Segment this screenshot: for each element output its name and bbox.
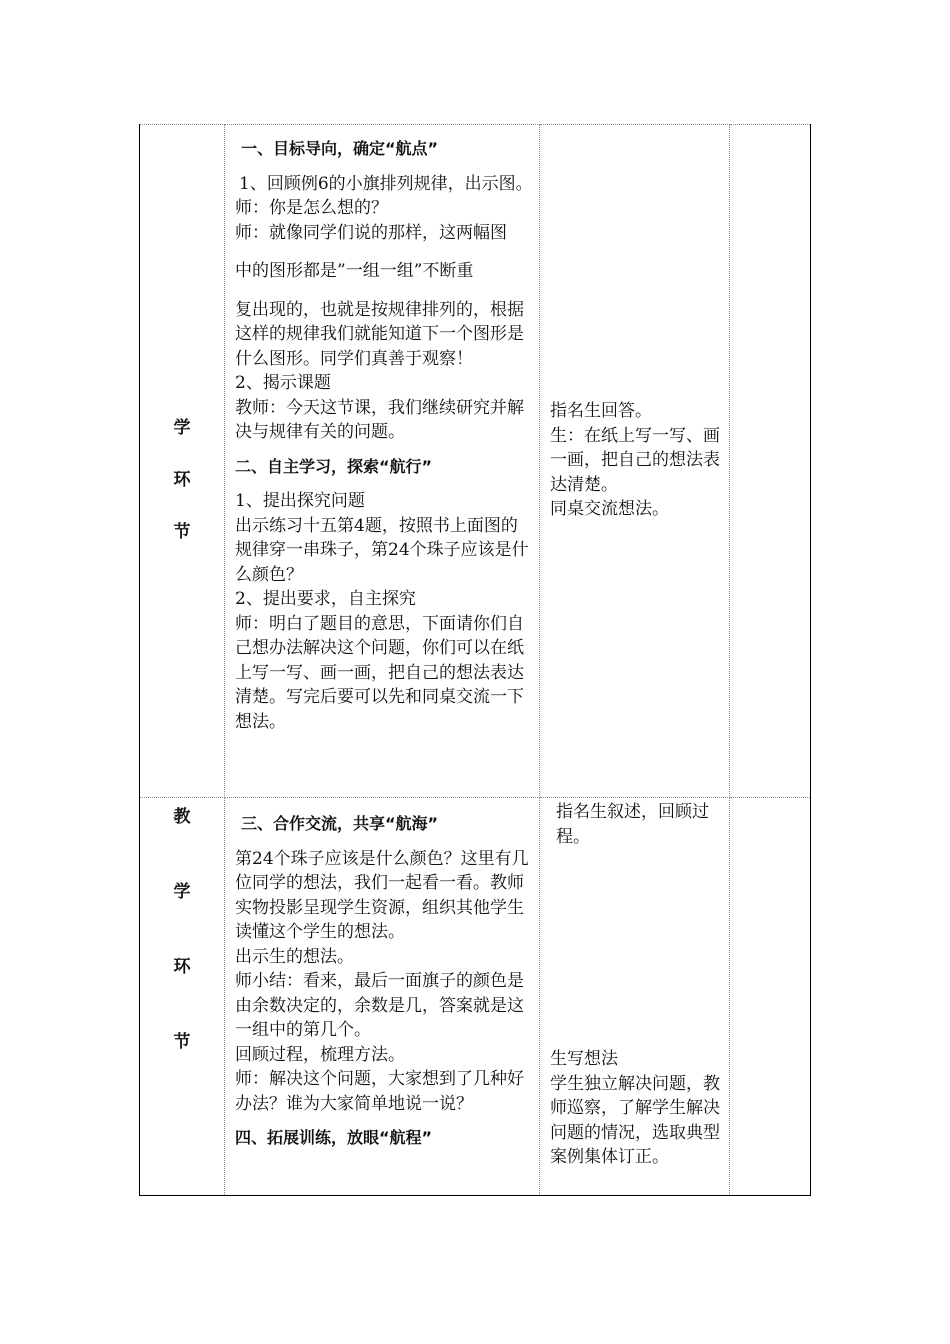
paragraph: 生：在纸上写一写、画一画，把自己的想法表达清楚。 bbox=[550, 425, 720, 495]
section-label-char: 节 bbox=[173, 1032, 191, 1052]
section-label-char: 节 bbox=[173, 522, 191, 542]
paragraph: 2、揭示课题 bbox=[235, 373, 331, 393]
paragraph: 教师：今天这节课，我们继续研究并解决与规律有关的问题。 bbox=[235, 397, 524, 442]
section-label-char: 教 bbox=[173, 807, 191, 827]
section-label-char: 环 bbox=[173, 957, 191, 977]
paragraph: 师：明白了题目的意思，下面请你们自己想办法解决这个问题，你们可以在纸上写一写、画一画，把自己的想法表达清楚。写完后要可以先和同桌交流一下想法。 bbox=[235, 613, 524, 732]
student-activity-cell bbox=[540, 125, 730, 798]
paragraph: 生写想法 bbox=[550, 1049, 618, 1069]
paragraph: 1、提出探究问题 bbox=[235, 491, 365, 511]
paragraph: 2、提出要求，自主探究 bbox=[235, 589, 416, 609]
paragraph: 出示生的想法。 bbox=[235, 946, 354, 967]
teaching-content-cell bbox=[225, 125, 540, 798]
paragraph: 回顾过程，梳理方法。 bbox=[235, 1044, 405, 1065]
section-heading: 一、目标导向，确定“航点” bbox=[241, 139, 439, 158]
section-heading: 四、拓展训练，放眼“航程” bbox=[235, 1128, 433, 1147]
paragraph: 中的图形都是”一组一组”不断重 bbox=[235, 261, 474, 281]
section-label-char: 学 bbox=[173, 418, 191, 438]
paragraph: 指名生回答。 bbox=[550, 401, 652, 421]
table-row bbox=[140, 798, 811, 1196]
paragraph: 1、回顾例6的小旗排列规律，出示图。 bbox=[239, 173, 533, 194]
paragraph: 第24个珠子应该是什么颜色？这里有几位同学的想法，我们一起看一看。教师实物投影呈现学生资源，组织其他学生读懂这个学生的想法。 bbox=[235, 848, 529, 942]
paragraph: 师：就像同学们说的那样，这两幅图 bbox=[235, 222, 507, 243]
paragraph: 出示练习十五第4题，按照书上面图的规律穿一串珠子，第24个珠子应该是什么颜色？ bbox=[235, 515, 529, 585]
notes-cell bbox=[730, 798, 811, 1196]
section-heading: 三、合作交流，共享“航海” bbox=[241, 814, 439, 833]
section-label-char: 学 bbox=[173, 882, 191, 902]
lesson-plan-table bbox=[139, 124, 811, 1196]
section-label-char: 环 bbox=[173, 470, 191, 490]
section-label-cell bbox=[140, 125, 225, 798]
teaching-content-cell bbox=[225, 798, 540, 1196]
paragraph: 同桌交流想法。 bbox=[550, 499, 669, 519]
notes-cell bbox=[730, 125, 811, 798]
table-row bbox=[140, 125, 811, 798]
paragraph: 师小结：看来，最后一面旗子的颜色是由余数决定的，余数是几，答案就是这一组中的第几个。 bbox=[235, 971, 524, 1040]
paragraph: 师：解决这个问题，大家想到了几种好办法？谁为大家简单地说一说？ bbox=[235, 1069, 524, 1114]
section-label-cell bbox=[140, 798, 225, 1196]
paragraph: 学生独立解决问题，教师巡察，了解学生解决问题的情况，选取典型案例集体订正。 bbox=[550, 1073, 720, 1167]
student-activity-cell bbox=[540, 798, 730, 1196]
paragraph: 师：你是怎么想的？ bbox=[235, 198, 388, 218]
section-heading: 二、自主学习，探索“航行” bbox=[235, 456, 433, 476]
paragraph: 复出现的，也就是按规律排列的，根据这样的规律我们就能知道下一个图形是什么图形。同学们真善于观察！ bbox=[235, 299, 524, 369]
paragraph: 指名生叙述，回顾过程。 bbox=[556, 802, 709, 847]
